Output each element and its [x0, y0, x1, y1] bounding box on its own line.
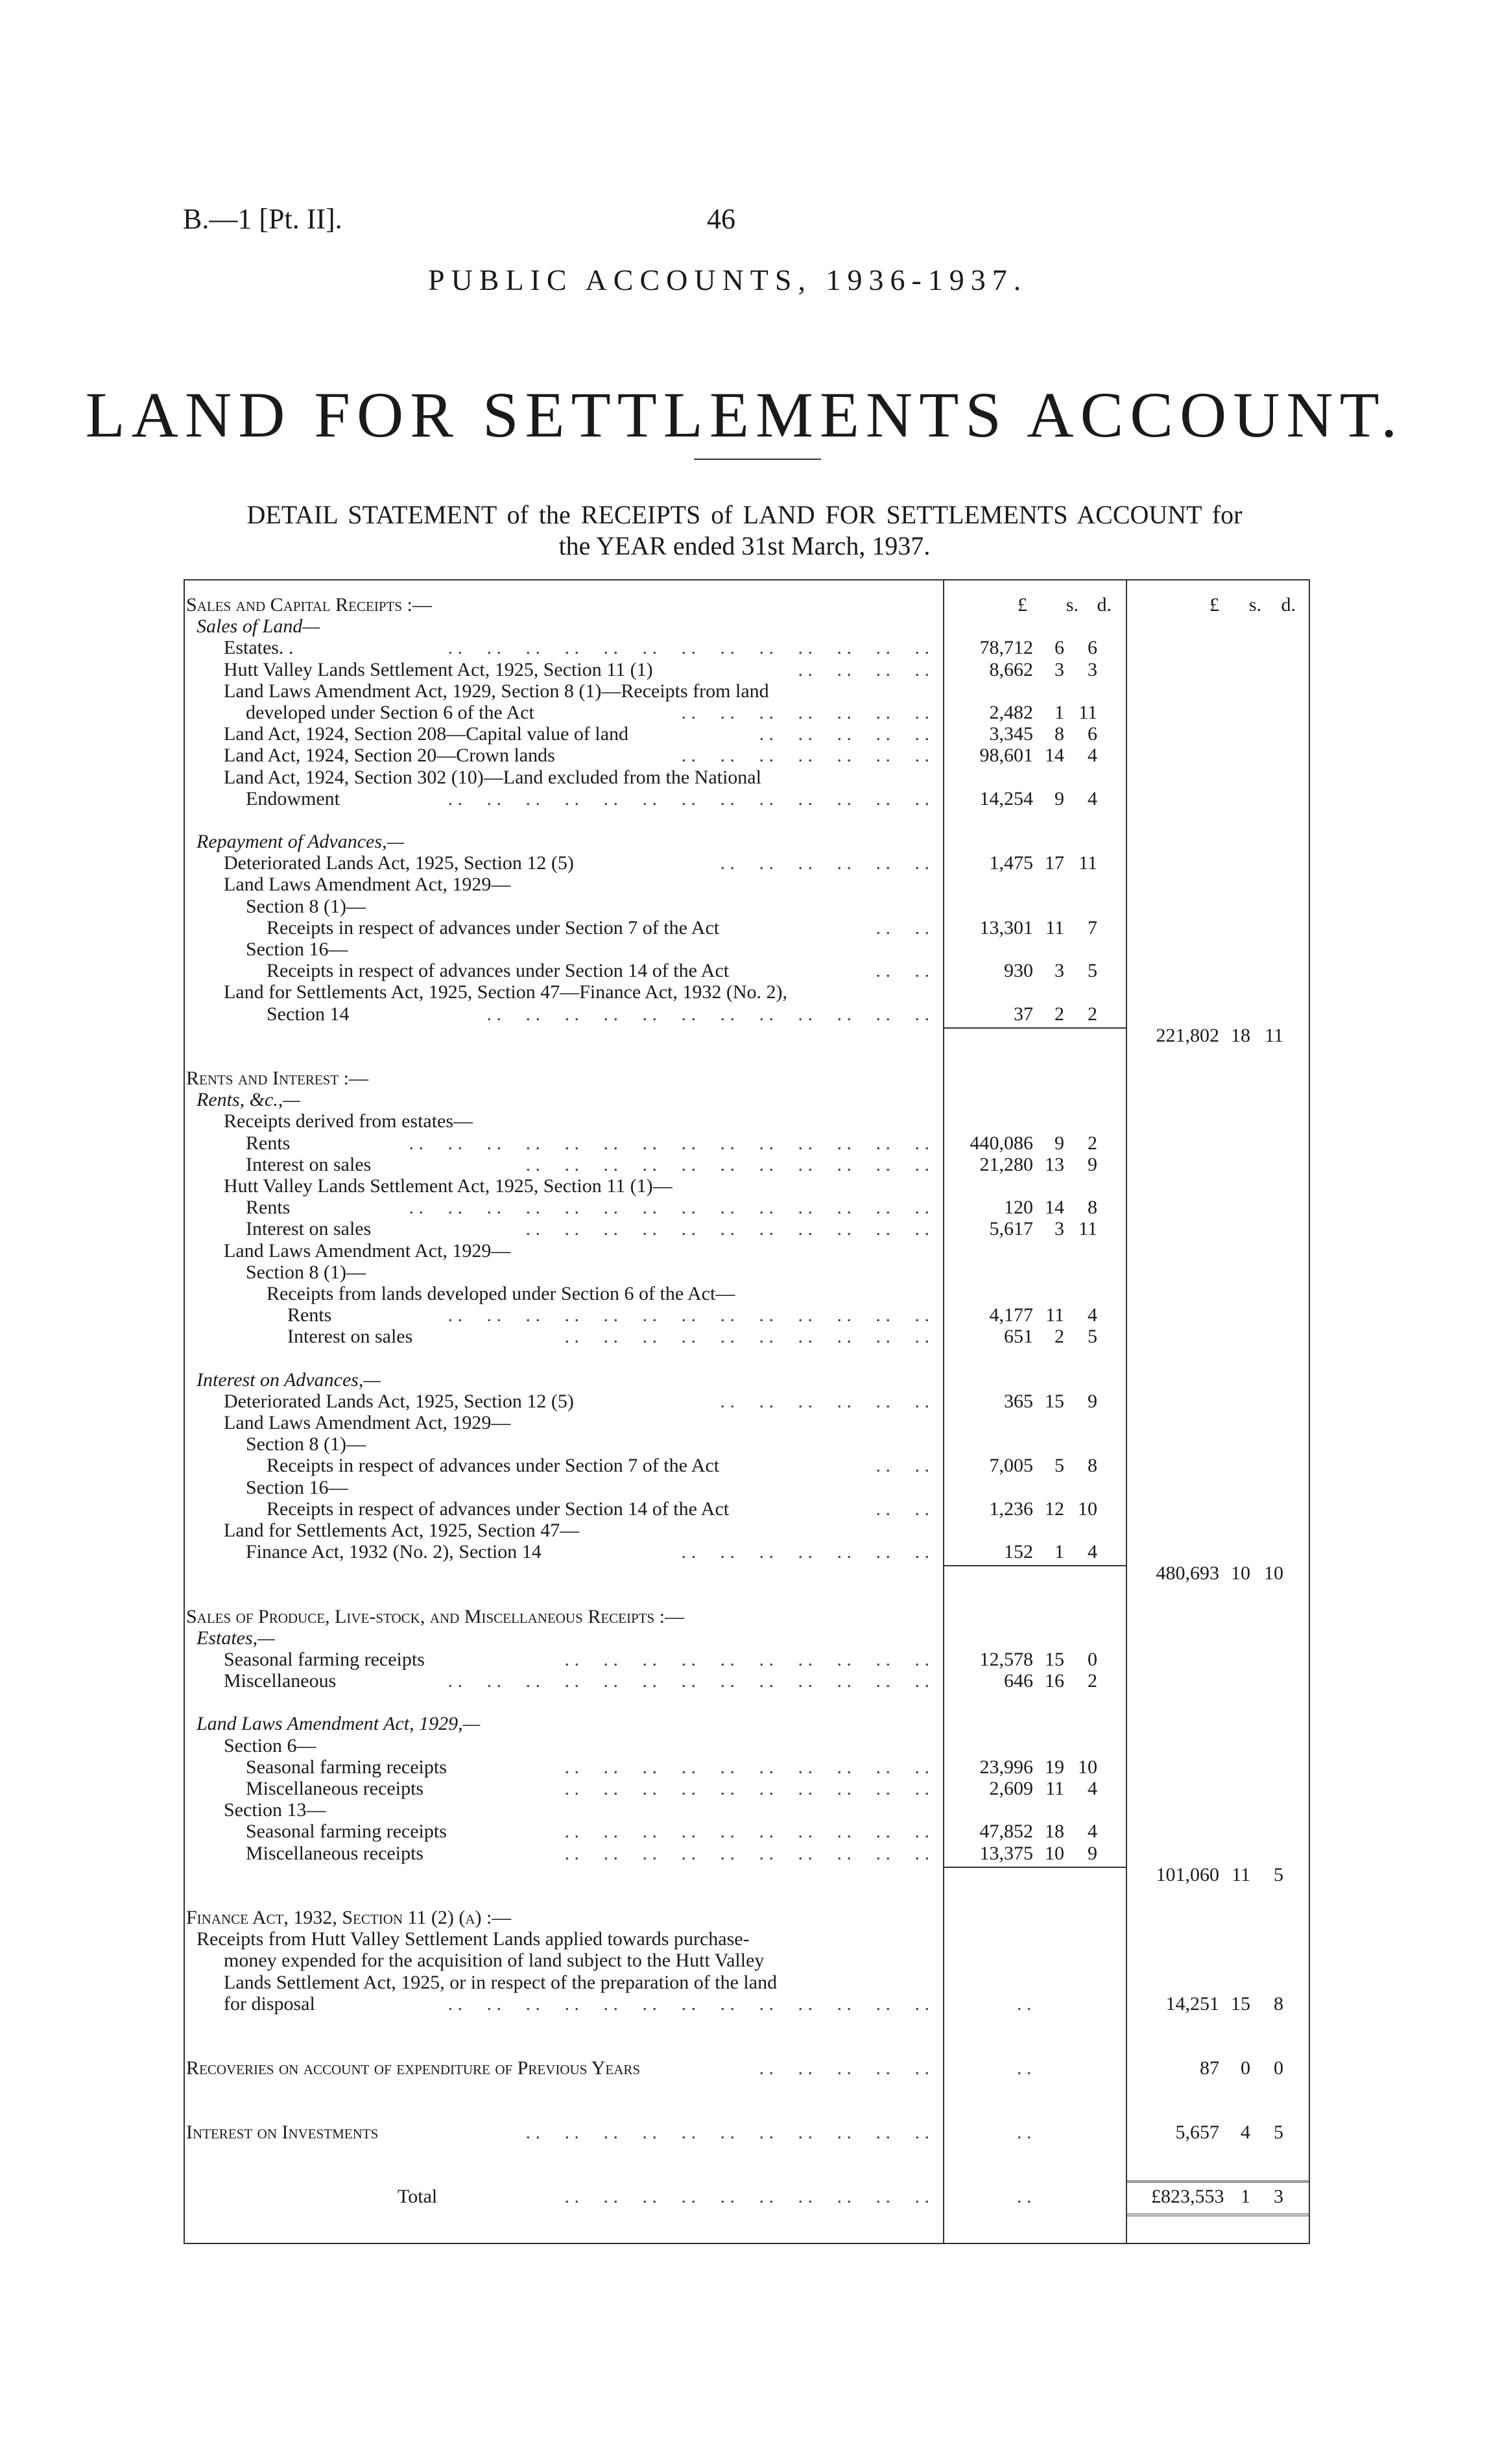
table-right-rule [1309, 579, 1310, 2244]
leader-dots: . . . . . . . . . . . . . . . . . . . . . . . . . . [447, 1670, 929, 1692]
leader-dots: . . . . [876, 1455, 929, 1477]
a-pounds: 2,609 [989, 1778, 1033, 1799]
row-label: Section 8 (1)— [246, 1261, 366, 1283]
b-pence: 5 [1274, 1863, 1283, 1885]
a-shillings: 11 [1045, 1778, 1064, 1799]
a-pence: 6 [1088, 723, 1097, 745]
row-label: Receipts in respect of advances under Section 14 of the Act [267, 1498, 730, 1520]
a-pounds: 440,086 [970, 1132, 1033, 1154]
leader-dots: . . . . [876, 960, 929, 982]
row-label: Receipts from Hutt Valley Settlement Lands applied towards purchase- [197, 1928, 750, 1950]
b-shillings: 15 [1231, 1992, 1250, 2015]
a-pence: 4 [1088, 1778, 1097, 1799]
a-pence: 0 [1088, 1649, 1097, 1670]
a-shillings: 11 [1045, 1304, 1064, 1326]
a-pounds: 12,578 [979, 1649, 1033, 1670]
a-shillings: 15 [1045, 1649, 1064, 1670]
row-label: Land Laws Amendment Act, 1929— [224, 1412, 511, 1433]
leader-dots: . . . . . . . . . . . . . . . . . . . . . . . . . . [447, 1304, 929, 1326]
empty-cell-dots: . . [1017, 2057, 1032, 2079]
row-label: developed under Section 6 of the Act [246, 702, 534, 723]
leader-dots: . . . . . . . . . . [759, 723, 929, 745]
page-number: 46 [707, 203, 735, 235]
row-label: Section 8 (1)— [246, 895, 366, 917]
row-label: Hutt Valley Lands Settlement Act, 1925, Section 11 (1) [224, 658, 653, 680]
a-pounds: 37 [1014, 1003, 1033, 1025]
a-shillings: 1 [1054, 1541, 1064, 1563]
col2-pence-heading: d. [1281, 594, 1296, 616]
a-shillings: 15 [1045, 1390, 1064, 1412]
row-label: Seasonal farming receipts [224, 1649, 425, 1670]
b-pence: 0 [1274, 2057, 1283, 2079]
title-rule [694, 459, 821, 460]
a-pence: 9 [1088, 1842, 1097, 1864]
row-label: Lands Settlement Act, 1925, or in respect of the preparation of the land [224, 1971, 778, 1993]
row-label: Recoveries on account of expenditure of Previous Years [186, 2057, 641, 2079]
row-label: Land Laws Amendment Act, 1929, Section 8 (1)—Receipts from land [224, 680, 769, 702]
leader-dots: . . . . . . . . . . . . . . . . . . . . [564, 1821, 929, 1843]
a-pence: 6 [1088, 637, 1097, 659]
row-label: Estates. . [224, 637, 294, 659]
b-pounds: 101,060 [1156, 1863, 1219, 1885]
row-label: Section 14 [267, 1003, 350, 1025]
row-label: Deteriorated Lands Act, 1925, Section 12 (5) [224, 1390, 574, 1412]
row-label: Section 6— [224, 1734, 316, 1756]
a-shillings: 17 [1045, 852, 1064, 874]
leader-dots: . . . . . . . . . . . . . . [681, 1541, 929, 1563]
row-label: Land Laws Amendment Act, 1929,— [197, 1713, 481, 1735]
a-pence: 4 [1088, 787, 1097, 809]
a-pounds: 1,236 [989, 1498, 1033, 1520]
leader-dots: . . . . . . . . . . [759, 2057, 929, 2079]
a-pounds: 78,712 [979, 637, 1033, 659]
a-pence: 2 [1088, 1132, 1097, 1154]
b-pence: 11 [1265, 1024, 1283, 1046]
row-label: Rents and Interest :— [186, 1068, 368, 1089]
a-pounds: 7,005 [989, 1455, 1033, 1477]
row-label: for disposal [224, 1992, 315, 2015]
empty-cell-dots: . . [1017, 2186, 1032, 2208]
row-label: Section 16— [246, 1476, 348, 1498]
b-shillings: 0 [1241, 2057, 1250, 2079]
a-shillings: 14 [1045, 1197, 1064, 1219]
a-pounds: 3,345 [989, 723, 1033, 745]
a-pence: 10 [1078, 1498, 1097, 1520]
a-shillings: 14 [1045, 745, 1064, 767]
a-shillings: 3 [1054, 658, 1064, 680]
row-label: Land Laws Amendment Act, 1929— [224, 1239, 511, 1262]
leader-dots: . . . . . . . . . . . . . . . . . . . . [564, 2186, 929, 2208]
a-pence: 4 [1088, 1541, 1097, 1563]
a-pounds: 47,852 [979, 1821, 1033, 1843]
column-divider-2 [1126, 579, 1127, 2244]
leader-dots: . . . . . . . . . . . . . . . . . . . . . . . . . . . . [409, 1132, 929, 1154]
row-label: Land for Settlements Act, 1925, Section 47— [224, 1520, 580, 1541]
a-pounds: 8,662 [989, 658, 1033, 680]
row-label: Seasonal farming receipts [246, 1821, 447, 1843]
b-shillings: 4 [1241, 2122, 1250, 2144]
empty-cell-dots: . . [1017, 1992, 1032, 2015]
b-pounds: 14,251 [1165, 1992, 1219, 2015]
a-shillings: 16 [1045, 1670, 1064, 1692]
row-label: Estates,— [197, 1627, 275, 1649]
a-pence: 9 [1088, 1390, 1097, 1412]
b-shillings: 18 [1231, 1024, 1250, 1046]
row-label: Miscellaneous receipts [246, 1842, 424, 1864]
statement-subtitle: DETAIL STATEMENT of the RECEIPTS of LAND FOR SETTLEMENTS ACCOUNT for [246, 500, 1243, 529]
a-pence: 7 [1088, 916, 1097, 939]
receipts-table [184, 579, 1310, 2244]
table-top-rule [184, 579, 1310, 580]
row-label: Rents [287, 1304, 332, 1326]
col2-pounds-heading: £ [1209, 594, 1219, 616]
a-pounds: 120 [1004, 1197, 1033, 1219]
leader-dots: . . . . . . . . . . . . . . . . . . . . [564, 1649, 929, 1670]
leader-dots: . . . . . . . . [798, 658, 929, 680]
a-pounds: 930 [1004, 960, 1033, 982]
a-shillings: 3 [1054, 1218, 1064, 1240]
row-label: Interest on sales [287, 1326, 413, 1348]
leader-dots: . . . . . . . . . . . . . . . . . . . . . . [525, 1153, 929, 1175]
a-pounds: 2,482 [989, 702, 1033, 723]
a-shillings: 9 [1054, 787, 1064, 809]
a-pence: 4 [1088, 1821, 1097, 1843]
col1-pounds-heading: £ [1018, 594, 1027, 616]
row-label: Interest on Investments [186, 2122, 379, 2144]
row-label: Receipts in respect of advances under Section 7 of the Act [267, 1455, 720, 1477]
row-label: Land Act, 1924, Section 302 (10)—Land excluded from the National [224, 766, 761, 788]
a-shillings: 1 [1054, 702, 1064, 723]
row-label: Finance Act, 1932 (No. 2), Section 14 [246, 1541, 542, 1563]
leader-dots: . . . . . . . . . . . . [720, 852, 929, 874]
a-pounds: 1,475 [989, 852, 1033, 874]
leader-dots: . . . . . . . . . . . . . . . . . . . . . . . . . . [447, 1992, 929, 2015]
running-title: PUBLIC ACCOUNTS, 1936-1937. [428, 263, 1028, 296]
a-shillings: 11 [1045, 916, 1064, 939]
subtotal-rule [943, 1027, 1127, 1029]
a-pence: 2 [1088, 1670, 1097, 1692]
table-left-rule [184, 579, 185, 2244]
a-pounds: 651 [1004, 1326, 1033, 1348]
row-label: Interest on sales [246, 1153, 372, 1175]
row-label: money expended for the acquisition of land subject to the Hutt Valley [224, 1950, 765, 1972]
b-pounds: 87 [1200, 2057, 1219, 2079]
a-shillings: 13 [1045, 1153, 1064, 1175]
b-pence: 10 [1264, 1562, 1283, 1585]
subtotal-rule [943, 1565, 1127, 1566]
row-label: Miscellaneous [224, 1670, 337, 1692]
row-label: Interest on sales [246, 1218, 372, 1240]
row-label: Finance Act, 1932, Section 11 (2) (a) :— [186, 1907, 512, 1928]
b-shillings: 11 [1232, 1863, 1250, 1885]
row-label: Rents [246, 1132, 291, 1154]
a-shillings: 10 [1045, 1842, 1064, 1864]
a-pence: 8 [1088, 1455, 1097, 1477]
row-label: Receipts derived from estates— [224, 1110, 473, 1132]
row-label: Endowment [246, 787, 340, 809]
row-label: Miscellaneous receipts [246, 1778, 424, 1799]
a-pounds: 21,280 [979, 1153, 1033, 1175]
a-pence: 11 [1078, 852, 1097, 874]
b-pounds: £823,553 [1151, 2186, 1224, 2208]
a-pounds: 13,375 [979, 1842, 1033, 1864]
a-pounds: 98,601 [979, 745, 1033, 767]
row-label: Land for Settlements Act, 1925, Section 47—Finance Act, 1932 (No. 2), [224, 981, 788, 1003]
leader-dots: . . . . . . . . . . . . . . . . . . . . [564, 1842, 929, 1864]
a-shillings: 3 [1054, 960, 1064, 982]
row-label: Hutt Valley Lands Settlement Act, 1925, Section 11 (1)— [224, 1175, 673, 1197]
row-label: Land Act, 1924, Section 208—Capital value of land [224, 723, 629, 745]
row-label: Repayment of Advances,— [197, 831, 405, 852]
row-label: Sales and Capital Receipts :— [186, 594, 432, 616]
a-pence: 10 [1078, 1756, 1097, 1778]
b-shillings: 1 [1241, 2186, 1250, 2208]
subtotal-rule [943, 1867, 1127, 1868]
row-label: Total [398, 2186, 438, 2208]
a-pounds: 23,996 [979, 1756, 1033, 1778]
col1-pence-heading: d. [1097, 594, 1112, 616]
row-label: Receipts from lands developed under Section 6 of the Act— [267, 1283, 735, 1304]
b-pence: 3 [1274, 2186, 1283, 2208]
row-label: Section 13— [224, 1799, 326, 1821]
a-shillings: 9 [1054, 1132, 1064, 1154]
leader-dots: . . . . . . . . . . . . . . [681, 745, 929, 767]
a-shillings: 8 [1054, 723, 1064, 745]
a-shillings: 18 [1045, 1821, 1064, 1843]
empty-cell-dots: . . [1017, 2122, 1032, 2144]
b-pence: 5 [1274, 2122, 1283, 2144]
row-label: Land Act, 1924, Section 20—Crown lands [224, 745, 555, 767]
a-shillings: 2 [1054, 1326, 1064, 1348]
a-pounds: 14,254 [979, 787, 1033, 809]
leader-dots: . . . . . . . . . . . . . . . . . . . . . . [525, 1218, 929, 1240]
a-shillings: 12 [1045, 1498, 1064, 1520]
a-shillings: 6 [1054, 637, 1064, 659]
b-pence: 8 [1274, 1992, 1283, 2015]
leader-dots: . . . . . . . . . . . . . . . . . . . . . . . . . . . . [409, 1197, 929, 1219]
b-shillings: 10 [1231, 1562, 1250, 1585]
a-pounds: 5,617 [989, 1218, 1033, 1240]
row-label: Rents, &c.,— [197, 1089, 300, 1111]
a-pence: 11 [1078, 702, 1097, 723]
leader-dots: . . . . . . . . . . . . . . . . . . . . [564, 1778, 929, 1799]
a-pence: 2 [1088, 1003, 1097, 1025]
leader-dots: . . . . . . . . . . . . . . . . . . . . . . . . . . [447, 787, 929, 809]
a-pence: 11 [1078, 1218, 1097, 1240]
leader-dots: . . . . . . . . . . . . . . . . . . . . [564, 1756, 929, 1778]
a-pence: 3 [1088, 658, 1097, 680]
a-pence: 5 [1088, 1326, 1097, 1348]
table-bottom-rule [184, 2243, 1310, 2244]
b-pounds: 5,657 [1175, 2122, 1219, 2144]
a-shillings: 5 [1054, 1455, 1064, 1477]
col2-shillings-heading: s. [1248, 594, 1261, 616]
row-label: Sales of Produce, Live-stock, and Miscellaneous Receipts :— [186, 1605, 685, 1627]
row-label: Seasonal farming receipts [246, 1756, 447, 1778]
row-label: Section 8 (1)— [246, 1433, 366, 1455]
leader-dots: . . . . [876, 1498, 929, 1520]
page-title: LAND FOR SETTLEMENTS ACCOUNT. [85, 379, 1404, 451]
row-label: Receipts in respect of advances under Section 7 of the Act [267, 916, 720, 939]
a-shillings: 2 [1054, 1003, 1064, 1025]
row-label: Section 16— [246, 939, 348, 960]
leader-dots: . . . . . . . . . . . . . . . . . . . . . . [525, 2122, 929, 2144]
leader-dots: . . . . . . . . . . . . . . [681, 702, 929, 723]
a-pence: 4 [1088, 1304, 1097, 1326]
row-label: Rents [246, 1197, 291, 1219]
row-label: Deteriorated Lands Act, 1925, Section 12 (5) [224, 852, 574, 874]
total-box [1126, 2181, 1309, 2216]
a-pounds: 152 [1004, 1541, 1033, 1563]
leader-dots: . . . . . . . . . . . . . . . . . . . . . . . . [486, 1003, 929, 1025]
row-label: Receipts in respect of advances under Section 14 of the Act [267, 960, 730, 982]
document-reference: B.—1 [Pt. II]. [183, 203, 342, 235]
a-pence: 9 [1088, 1153, 1097, 1175]
leader-dots: . . . . . . . . . . . . [720, 1390, 929, 1412]
a-shillings: 19 [1045, 1756, 1064, 1778]
a-pence: 8 [1088, 1197, 1097, 1219]
row-label: Land Laws Amendment Act, 1929— [224, 874, 511, 896]
b-pounds: 221,802 [1156, 1024, 1219, 1046]
statement-subtitle-line2: the YEAR ended 31st March, 1937. [558, 531, 931, 560]
col1-shillings-heading: s. [1066, 594, 1078, 616]
a-pounds: 13,301 [979, 916, 1033, 939]
row-label: Sales of Land— [197, 616, 320, 638]
leader-dots: . . . . . . . . . . . . . . . . . . . . . . . . . . [447, 637, 929, 659]
a-pounds: 646 [1004, 1670, 1033, 1692]
row-label: Interest on Advances,— [197, 1369, 381, 1391]
leader-dots: . . . . [876, 916, 929, 939]
a-pounds: 365 [1004, 1390, 1033, 1412]
column-divider-1 [943, 579, 944, 2244]
a-pounds: 4,177 [989, 1304, 1033, 1326]
a-pence: 4 [1088, 745, 1097, 767]
b-pounds: 480,693 [1156, 1562, 1219, 1585]
a-pence: 5 [1088, 960, 1097, 982]
leader-dots: . . . . . . . . . . . . . . . . . . . . [564, 1326, 929, 1348]
